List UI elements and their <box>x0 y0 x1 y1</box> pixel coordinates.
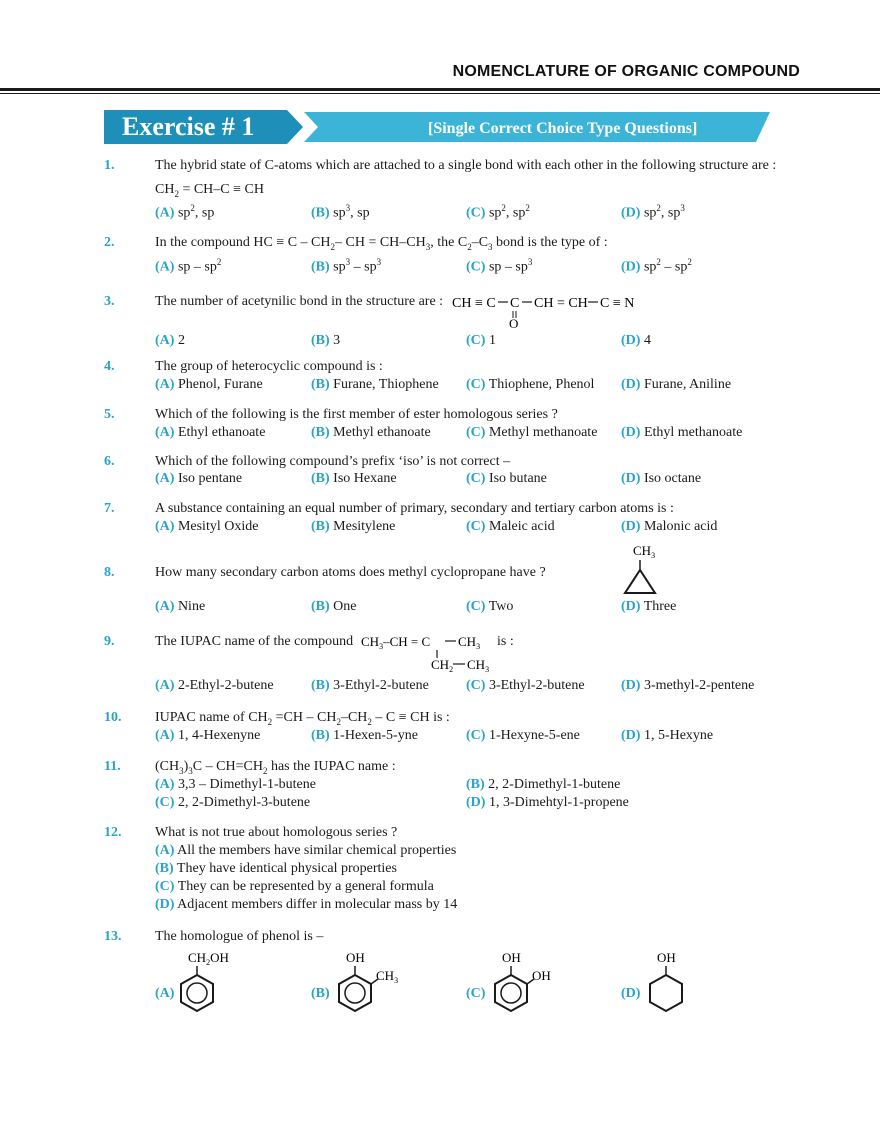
option-a[interactable]: (A) Phenol, Furane <box>155 377 263 392</box>
option-a[interactable]: (A) 2 <box>155 333 185 348</box>
option-a[interactable]: (A) sp – $sp^2$ <box>155 257 222 275</box>
question-text: What is not true about homologous series ? <box>155 825 398 840</box>
option-d[interactable]: (D) Adjacent members differ in molecular mass by 14 <box>155 897 458 912</box>
catechol-structure <box>484 947 564 1017</box>
option-a[interactable]: (A) Nine <box>155 599 206 614</box>
option-d[interactable]: (D) Ethyl methanoate <box>621 425 743 440</box>
option-d[interactable]: (D) Furane, Aniline <box>621 377 732 392</box>
option-d[interactable]: (D) 1, 5-Hexyne <box>621 728 714 743</box>
option-c[interactable]: (C) Methyl methanoate <box>466 425 598 440</box>
option-d[interactable]: (D) 4 <box>621 333 651 348</box>
question-text: The homologue of phenol is – <box>155 929 324 944</box>
structure-diagram <box>450 290 650 330</box>
option-b[interactable]: (B) Mesitylene <box>311 519 396 534</box>
svg-text:CH3: $CH_3$ <box>376 968 399 985</box>
methyl-cyclopropane-diagram <box>615 540 675 602</box>
question-text: The hybrid state of C-atoms which are attached to a single bond with each other in the following structure are : <box>155 158 777 173</box>
option-a[interactable]: (A) $sp^2$, sp <box>155 203 215 221</box>
option-c[interactable]: (C) They can be represented by a general formula <box>155 879 434 894</box>
option-d[interactable]: (D) $sp^2$, $sp^3$ <box>621 203 685 221</box>
exercise-banner <box>0 107 880 147</box>
benzyl-alcohol-structure <box>172 947 232 1017</box>
question-number: 1. <box>104 158 115 173</box>
svg-text:C: C <box>510 296 520 311</box>
question-text: The group of heterocyclic compound is : <box>155 359 383 374</box>
option-d[interactable]: (D) Malonic acid <box>621 519 718 534</box>
option-b[interactable]: (B) One <box>311 599 357 614</box>
question-number: 5. <box>104 407 115 422</box>
option-c[interactable]: (C) 2, 2-Dimethyl-3-butene <box>155 795 311 810</box>
question-number: 12. <box>104 825 122 840</box>
svg-text:CH3: $CH_3$ <box>633 543 656 560</box>
svg-text:CH3–CH = C: $CH_3-CH = C$ <box>361 634 431 651</box>
question-number: 10. <box>104 710 122 725</box>
option-b[interactable]: (B) $sp^3$, sp <box>311 203 370 221</box>
option-b[interactable]: (B) Furane, Thiophene <box>311 377 439 392</box>
question-text: In the compound HC ≡ C – $CH_2-$ CH = $CH-CH_3$, the $C_2-C_3$ bond is the type of : <box>155 235 608 252</box>
option-c[interactable]: (C) sp – $sp^3$ <box>466 257 533 275</box>
question-number: 9. <box>104 634 115 649</box>
option-c[interactable]: (C) $sp^2$, $sp^2$ <box>466 203 530 221</box>
option-c[interactable]: (C) 1 <box>466 333 496 348</box>
svg-text:OH: OH <box>657 950 676 965</box>
question-text: Which of the following is the first member of ester homologous series ? <box>155 407 558 422</box>
exercise-subtitle: [Single Correct Choice Type Questions] <box>428 120 698 137</box>
option-c[interactable]: (C) Iso butane <box>466 471 547 486</box>
question-number: 13. <box>104 929 122 944</box>
option-a[interactable]: (A) 1, 4-Hexenyne <box>155 728 261 743</box>
question-text: How many secondary carbon atoms does methyl cyclopropane have ? <box>155 565 546 580</box>
option-b[interactable]: (B) 3 <box>311 333 341 348</box>
option-a[interactable]: (A) 3,3 – Dimethyl-1-butene <box>155 777 316 792</box>
option-d[interactable]: (D) <box>621 986 641 1001</box>
option-c[interactable]: (C) Thiophene, Phenol <box>466 377 595 392</box>
option-c[interactable]: (C) <box>466 986 486 1001</box>
svg-text:CH3: $CH_3$ <box>467 657 490 674</box>
question-number: 2. <box>104 235 115 250</box>
option-b[interactable]: (B) <box>311 986 330 1001</box>
option-b[interactable]: (B) They have identical physical properties <box>155 861 397 876</box>
option-a[interactable]: (A) All the members have similar chemical properties <box>155 843 457 858</box>
option-b[interactable]: (B) 3-Ethyl-2-butene <box>311 678 429 693</box>
o-cresol-structure <box>328 947 399 1017</box>
question-number: 11. <box>104 759 121 774</box>
svg-text:OH: OH <box>532 968 551 983</box>
option-c[interactable]: (C) Two <box>466 599 514 614</box>
header-rule-thin <box>0 93 880 94</box>
svg-text:OH: OH <box>346 950 365 965</box>
option-a[interactable]: (A) Ethyl ethanoate <box>155 425 266 440</box>
question-number: 3. <box>104 294 115 309</box>
question-text: $(CH_3)_3C - CH=CH_2$ has the IUPAC name : <box>155 759 396 776</box>
svg-text:OH: OH <box>502 950 521 965</box>
option-b[interactable]: (B) Methyl ethanoate <box>311 425 431 440</box>
option-b[interactable]: (B) 2, 2-Dimethyl-1-butene <box>466 777 621 792</box>
question-tail: is : <box>497 634 514 649</box>
structure-formula: $CH_2 = CH-C$ ≡ CH <box>155 182 264 199</box>
cyclohexanol-structure <box>638 947 698 1017</box>
svg-text:CH3: $CH_3$ <box>458 634 481 651</box>
svg-text:C ≡ N: C ≡ N <box>600 296 635 311</box>
option-d[interactable]: (D) $sp^2 - sp^2$ <box>621 257 692 275</box>
option-c[interactable]: (C) Maleic acid <box>466 519 555 534</box>
option-b[interactable]: (B) Iso Hexane <box>311 471 397 486</box>
option-d[interactable]: (D) Iso octane <box>621 471 702 486</box>
option-c[interactable]: (C) 1-Hexyne-5-ene <box>466 728 580 743</box>
question-number: 8. <box>104 565 115 580</box>
svg-text:O: O <box>509 316 519 331</box>
header-rule-thick <box>0 88 880 91</box>
option-a[interactable]: (A) <box>155 986 175 1001</box>
question-text: A substance containing an equal number of primary, secondary and tertiary carbon atoms is : <box>155 501 674 516</box>
svg-text:CH2: $CH_2$ <box>431 657 454 674</box>
option-d[interactable]: (D) Three <box>621 599 677 614</box>
option-a[interactable]: (A) Iso pentane <box>155 471 243 486</box>
question-number: 4. <box>104 359 115 374</box>
question-text: The IUPAC name of the compound <box>155 634 354 649</box>
question-number: 6. <box>104 454 115 469</box>
question-number: 7. <box>104 501 115 516</box>
option-a[interactable]: (A) Mesityl Oxide <box>155 519 259 534</box>
question-text: IUPAC name of $CH_2 =CH - CH_2-CH_2 - C$ ≡ CH is : <box>155 710 450 727</box>
option-c[interactable]: (C) 3-Ethyl-2-butene <box>466 678 585 693</box>
compound-structure-diagram <box>359 631 499 673</box>
option-b[interactable]: (B) $sp^3 - sp^3$ <box>311 257 382 275</box>
question-text: The number of acetynilic bond in the structure are : <box>155 294 444 309</box>
header-title: NOMENCLATURE OF ORGANIC COMPOUND <box>452 63 800 80</box>
option-d[interactable]: (D) 1, 3-Dimehtyl-1-propene <box>466 795 629 810</box>
option-d[interactable]: (D) 3-methyl-2-pentene <box>621 678 755 693</box>
option-a[interactable]: (A) 2-Ethyl-2-butene <box>155 678 274 693</box>
question-text: Which of the following compound’s prefix ‘iso’ is not correct – <box>155 454 511 469</box>
svg-text:CH2OH: $CH_2OH$ <box>188 950 229 967</box>
svg-text:CH ≡ C: CH ≡ C <box>452 296 496 311</box>
option-b[interactable]: (B) 1-Hexen-5-yne <box>311 728 418 743</box>
exercise-title: Exercise # 1 <box>122 112 255 141</box>
svg-text:CH = CH: CH = CH <box>534 296 588 311</box>
